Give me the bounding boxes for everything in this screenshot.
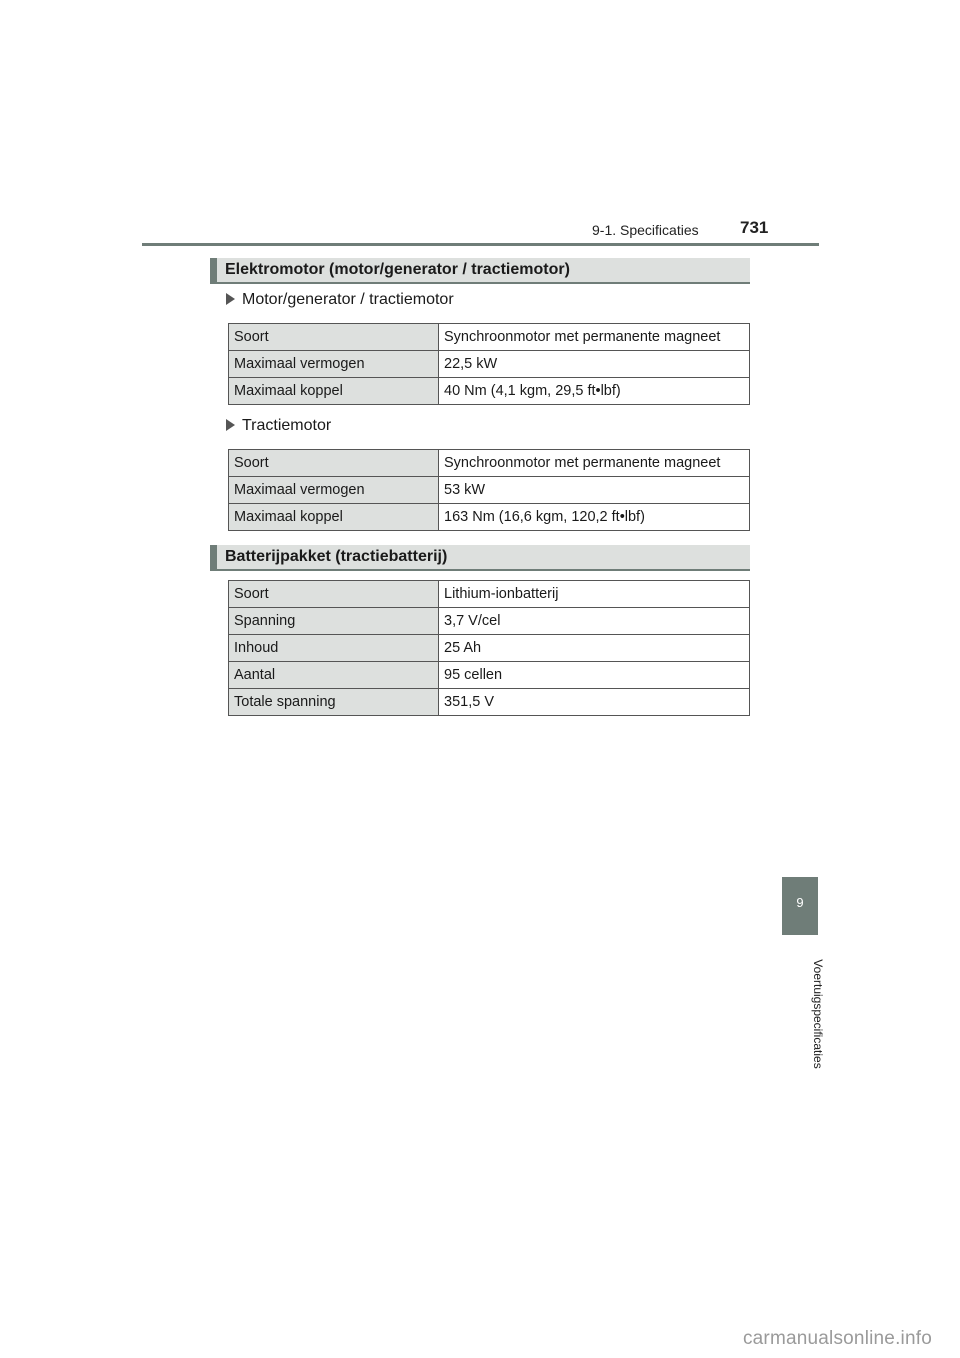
chapter-label: Voertuigspecificaties <box>811 959 825 1069</box>
section-heading-electromotor <box>210 258 750 284</box>
spec-value: 22,5 kW <box>439 351 750 378</box>
spec-key: Maximaal koppel <box>229 378 439 405</box>
subheading-label: Tractiemotor <box>242 417 332 434</box>
spec-key: Inhoud <box>229 635 439 662</box>
section-accent-bar <box>210 545 217 569</box>
spec-table-motor-generator <box>228 323 750 405</box>
chapter-number: 9 <box>796 895 804 910</box>
section-heading-battery <box>210 545 750 571</box>
spec-value: Lithium-ionbatterij <box>439 581 750 608</box>
table-row <box>229 504 750 531</box>
spec-table-tractiemotor <box>228 449 750 531</box>
table-row <box>229 689 750 716</box>
header-section-title: 9-1. Specificaties <box>592 222 699 238</box>
table-row <box>229 662 750 689</box>
spec-value: 53 kW <box>439 477 750 504</box>
spec-value: Synchroonmotor met permanente magneet <box>439 324 750 351</box>
spec-value: 163 Nm (16,6 kgm, 120,2 ft•lbf) <box>439 504 750 531</box>
spec-key: Soort <box>229 324 439 351</box>
spec-key: Totale spanning <box>229 689 439 716</box>
spec-key: Maximaal vermogen <box>229 351 439 378</box>
table-row <box>229 477 750 504</box>
subheading-tractiemotor <box>226 417 331 435</box>
triangle-bullet-icon <box>226 293 235 305</box>
subheading-label: Motor/generator / tractiemotor <box>242 291 454 308</box>
spec-key: Soort <box>229 450 439 477</box>
section-title: Elektromotor (motor/generator / tractiemotor) <box>225 261 570 278</box>
spec-key: Aantal <box>229 662 439 689</box>
spec-value: 351,5 V <box>439 689 750 716</box>
section-title: Batterijpakket (tractiebatterij) <box>225 548 448 565</box>
spec-value: Synchroonmotor met permanente magneet <box>439 450 750 477</box>
spec-table-battery <box>228 580 750 716</box>
spec-value: 25 Ah <box>439 635 750 662</box>
spec-key: Maximaal koppel <box>229 504 439 531</box>
table-row <box>229 378 750 405</box>
table-row <box>229 324 750 351</box>
spec-value: 40 Nm (4,1 kgm, 29,5 ft•lbf) <box>439 378 750 405</box>
header-divider <box>142 243 819 246</box>
triangle-bullet-icon <box>226 419 235 431</box>
table-row <box>229 351 750 378</box>
table-row <box>229 635 750 662</box>
spec-value: 95 cellen <box>439 662 750 689</box>
chapter-tab[interactable] <box>782 877 818 935</box>
spec-key: Soort <box>229 581 439 608</box>
section-accent-bar <box>210 258 217 282</box>
table-row <box>229 450 750 477</box>
page-number: 731 <box>740 218 769 237</box>
spec-value: 3,7 V/cel <box>439 608 750 635</box>
spec-key: Spanning <box>229 608 439 635</box>
spec-key: Maximaal vermogen <box>229 477 439 504</box>
table-row <box>229 581 750 608</box>
watermark-text: carmanualsonline.info <box>742 1328 932 1349</box>
subheading-motor-generator <box>226 291 454 309</box>
table-row <box>229 608 750 635</box>
